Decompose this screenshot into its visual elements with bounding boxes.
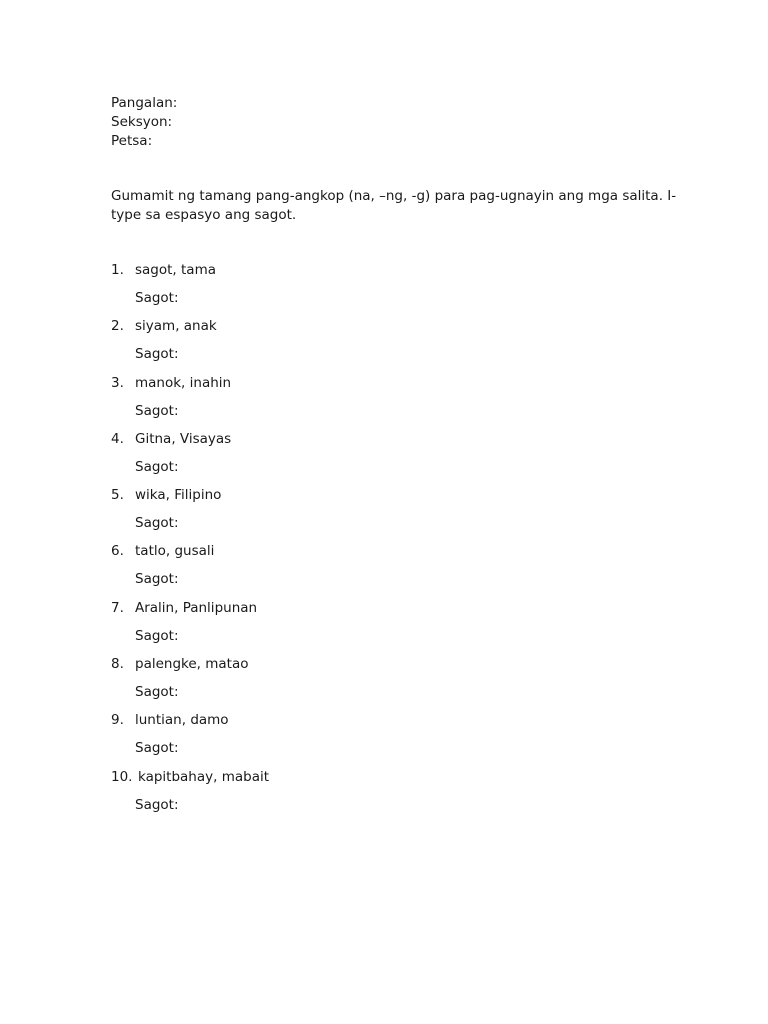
exercise-list (111, 261, 681, 824)
item-number: 4. (111, 430, 124, 447)
list-item (111, 486, 681, 542)
item-words: luntian, damo (135, 712, 229, 729)
list-item (111, 542, 681, 598)
answer-field[interactable]: Sagot: (135, 684, 179, 701)
item-words: siyam, anak (135, 318, 217, 335)
item-words: manok, inahin (135, 374, 232, 391)
answer-field[interactable]: Sagot: (135, 346, 179, 363)
list-item (111, 599, 681, 655)
item-words: tatlo, gusali (135, 543, 215, 560)
answer-field[interactable]: Sagot: (135, 402, 179, 419)
item-number: 2. (111, 318, 124, 335)
list-item (111, 768, 681, 824)
list-item (111, 430, 681, 486)
item-words: kapitbahay, mabait (138, 768, 270, 785)
section-label: Seksyon: (111, 114, 173, 130)
item-words: sagot, tama (135, 262, 216, 278)
list-item (111, 374, 681, 430)
answer-field[interactable]: Sagot: (135, 627, 179, 644)
answer-field[interactable]: Sagot: (135, 740, 179, 757)
name-label: Pangalan: (111, 95, 178, 111)
item-words: Aralin, Panlipunan (135, 599, 258, 616)
item-number: 6. (111, 543, 124, 560)
answer-field[interactable]: Sagot: (135, 458, 179, 475)
item-words: Gitna, Visayas (135, 430, 232, 447)
item-number: 8. (111, 656, 124, 673)
list-item (111, 655, 681, 711)
answer-field[interactable]: Sagot: (135, 515, 179, 532)
worksheet-page (111, 94, 681, 824)
list-item (111, 317, 681, 373)
list-item (111, 711, 681, 767)
item-words: palengke, matao (135, 656, 249, 673)
item-number: 10. (111, 768, 133, 785)
date-label: Petsa: (111, 133, 153, 149)
item-number: 9. (111, 712, 124, 729)
answer-field[interactable]: Sagot: (135, 571, 179, 588)
item-words: wika, Filipino (135, 487, 222, 504)
item-number: 1. (111, 262, 124, 278)
answer-field[interactable]: Sagot: (135, 290, 179, 306)
answer-field[interactable]: Sagot: (135, 796, 179, 813)
item-number: 5. (111, 487, 124, 504)
item-number: 7. (111, 599, 124, 616)
item-number: 3. (111, 374, 124, 391)
list-item (111, 261, 681, 317)
instructions-text: Gumamit ng tamang pang-angkop (na, –ng, -g) para pag-ugnayin ang mga salita. I-type sa espasyo ang sagot. (111, 188, 677, 223)
student-info (111, 94, 681, 151)
